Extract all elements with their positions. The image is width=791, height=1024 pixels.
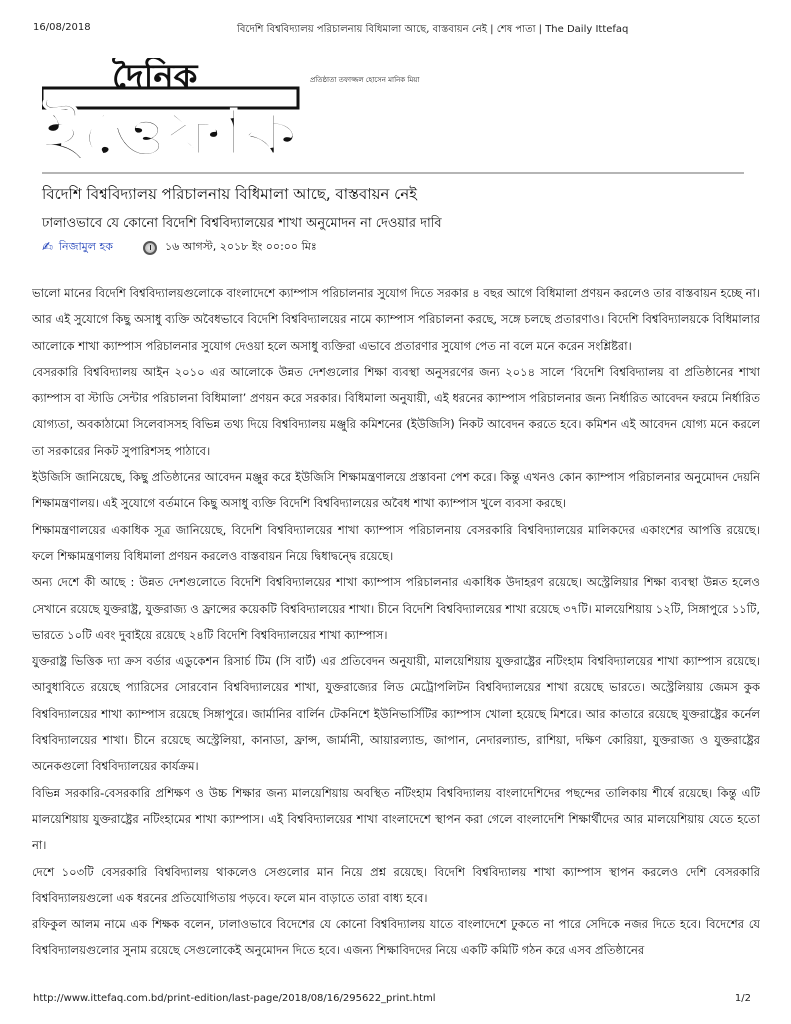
paragraph: দেশে ১০৩টি বেসরকারি বিশ্ববিদ্যালয় থাকলেও সেগুলোর মান নিয়ে প্রশ্ন রয়েছে। বিদেশি বিশ্ববিদ্যালয় শাখা ক্যাম্পাস স্থাপন করলেও দেশি বেসরকারি বিশ্ববিদ্যালয়গুলো এক ধরনের প্রতিযোগিতায় পড়বে। ফলে মান বাড়াতে তারা বাধ্য হবে।: [32, 864, 760, 905]
author-link[interactable]: নিজামুল হক: [58, 240, 113, 253]
paragraph: অন্য দেশে কী আছে : উন্নত দেশগুলোতে বিদেশি বিশ্ববিদ্যালয়ের শাখা ক্যাম্পাস পরিচালনার একাধিক উদাহরণ রয়েছে। অস্ট্রেলিয়ার শিক্ষা ব্যবস্থা উন্নত হলেও সেখানে রয়েছে যুক্তরাষ্ট্র, যুক্তরাজ্য ও ফ্রান্সের কয়েকটি বিশ্ববিদ্যালয়ের শাখা। চীনে বিদেশি বিশ্ববিদ্যালয়ের শাখা রয়েছে ৩৭টি। মালয়েশিয়ায় ১২টি, সিঙ্গাপুরে ১১টি, ভারতে ১০টি এবং দুবাইয়ে রয়েছে ২৪টি বিদেশি বিশ্ববিদ্যালয়ের শাখা ক্যাম্পাস।: [32, 575, 760, 642]
paragraph: রফিকুল আলম নামে এক শিক্ষক বলেন, ঢালাওভাবে বিদেশের যে কোনো বিশ্ববিদ্যালয় যাতে বাংলাদেশে ঢুকতে না পারে সেদিকে নজর দিতে হবে। বিদেশের যে বিশ্ববিদ্যালয়গুলোর সুনাম রয়েছে সেগুলোকেই অনুমোদন দিতে হবে। এজন্য শিক্ষাবিদদের নিয়ে একটি কমিটি গঠন করে এসব প্রতিষ্ঠানের: [32, 917, 760, 958]
print-footer: [33, 993, 751, 1004]
logo-graphic: [42, 58, 442, 158]
print-page-title: বিদেশি বিশ্ববিদ্যালয় পরিচালনায় বিধিমালা আছে, বাস্তবায়ন নেই | শেষ পাতা | The Daily Ittefaq: [237, 24, 629, 35]
paragraph: ইউজিসি জানিয়েছে, কিছু প্রতিষ্ঠানের আবেদন মঞ্জুর করে ইউজিসি শিক্ষামন্ত্রণালয়ে প্রস্তাবনা পেশ করে। কিন্তু এখনও কোন ক্যাম্পাস পরিচালনার অনুমোদন দেয়নি শিক্ষামন্ত্রণালয়। এই সুযোগে বর্তমানে কিছু অসাধু ব্যক্তি বিদেশি বিশ্ববিদ্যালয়ের অবৈধ শাখা ক্যাম্পাস খুলে ব্যবসা করছে।: [32, 470, 760, 511]
clock-icon: [143, 241, 157, 255]
paragraph: যুক্তরাষ্ট্র ভিত্তিক দ্যা ক্রস বর্ডার এডুকেশন রিসার্চ টিম (সি বার্ট) এর প্রতিবেদন অনুযায়ী, মালয়েশিয়ায় যুক্তরাষ্ট্রের নটিংহাম বিশ্ববিদ্যালয়ের শাখা ক্যাম্পাস রয়েছে। আবুধাবিতে রয়েছে প্যারিসের সোরবোন বিশ্ববিদ্যালয়ের শাখা, যুক্তরাজ্যের লিড মেট্রোপলিটন বিশ্ববিদ্যালয়ের শাখা রয়েছে ভারতে। অস্ট্রেলিয়ায় জেমস কুক বিশ্ববিদ্যালয়ের শাখা ক্যাম্পাস রয়েছে সিঙ্গাপুরে। জার্মানির বার্লিন টেকনিশে ইউনিভার্সিটির ক্যাম্পাস খোলা হয়েছে মিশরে। আর কাতারে রয়েছে যুক্তরাষ্ট্রের কর্নেল বিশ্ববিদ্যালয়ের শাখা। চীনে রয়েছে অস্ট্রেলিয়া, কানাডা, ফ্রান্স, জার্মানী, আয়ারল্যান্ড, জাপান, নেদারল্যান্ড, রাশিয়া, দক্ষিণ কোরিয়া, যুক্তরাজ্য ও যুক্তরাষ্ট্রের অনেকগুলো বিশ্ববিদ্যালয়ের কার্যক্রম।: [32, 654, 760, 774]
header-divider: [42, 172, 744, 174]
pen-icon: ✍: [42, 240, 53, 255]
logo-top-word: দৈনিক: [112, 58, 198, 97]
page-number: 1/2: [734, 993, 751, 1004]
logo-tagline: প্রতিষ্ঠাতা তফাজ্জল হোসেন মানিক মিয়া: [310, 76, 420, 84]
paragraph: বিভিন্ন সরকারি-বেসরকারি প্রশিক্ষণ ও উচ্চ শিক্ষার জন্য মালয়েশিয়ায় অবস্থিত নটিংহাম বিশ্ববিদ্যালয় বাংলাদেশিদের পছন্দের তালিকায় শীর্ষে রয়েছে। কিন্তু এটি মালয়েশিয়ায় যুক্তরাষ্ট্রের নটিংহামের শাখা ক্যাম্পাস। এই বিশ্ববিদ্যালয়ের শাখা বাংলাদেশে স্থাপন করা গেলে বাংলাদেশি শিক্ষার্থীদের আর মালয়েশিয়ায় যেতে হতো না।: [32, 785, 760, 853]
print-date: 16/08/2018: [33, 22, 91, 33]
publish-date: ১৬ আগস্ট, ২০১৮ ইং ০০:০০ মিঃ: [164, 240, 317, 253]
paragraph: ভালো মানের বিদেশি বিশ্ববিদ্যালয়গুলোকে বাংলাদেশে ক্যাম্পাস পরিচালনার সুযোগ দিতে সরকার ৪ বছর আগে বিধিমালা প্রণয়ন করলেও তার বাস্তবায়ন হচ্ছে না। আর এই সুযোগে কিছু অসাধু ব্যক্তি অবৈধভাবে বিদেশি বিশ্ববিদ্যালয়ের নামে ক্যাম্পাস পরিচালনা করছে, সঙ্গে চলছে প্রতারণাও। বিদেশি বিশ্ববিদ্যালয়কে বিধিমালার আলোকে শাখা ক্যাম্পাস পরিচালনার সুযোগ দেওয়া হলে অসাধু ব্যক্তিরা এভাবে প্রতারণার সুযোগ পেত না বলে মনে করেন সংশ্লিষ্টরা।: [32, 286, 760, 353]
article-subheadline: ঢালাওভাবে যে কোনো বিদেশি বিশ্ববিদ্যালয়ের শাখা অনুমোদন না দেওয়ার দাবি: [42, 216, 442, 231]
ittefaq-logo: [42, 58, 442, 158]
article-meta: [42, 238, 317, 257]
print-header: [33, 22, 751, 38]
page-url: http://www.ittefaq.com.bd/print-edition/last-page/2018/08/16/295622_print.html: [33, 993, 436, 1004]
article-body: [32, 280, 760, 1015]
logo-main-word: ইত্তেফাক: [42, 96, 251, 158]
paragraph: বেসরকারি বিশ্ববিদ্যালয় আইন ২০১০ এর আলোকে উন্নত দেশগুলোর শিক্ষা ব্যবস্থা অনুসরণের জন্য ২০১৪ সালে ‘বিদেশি বিশ্ববিদ্যালয় বা প্রতিষ্ঠানের শাখা ক্যাম্পাস বা স্টাডি সেন্টার পরিচালনা বিধিমালা’ প্রণয়ন করে সরকার। বিধিমালা অনুযায়ী, এই ধরনের ক্যাম্পাস পরিচালনার জন্য নির্ধারিত আবেদন ফরমে নির্ধারিত যোগ্যতা, অবকাঠামো সিলেবাসসহ বিভিন্ন তথ্য দিয়ে বিশ্ববিদ্যালয় মঞ্জুরি কমিশনের (ইউজিসি) নিকট আবেদন করতে হবে। কমিশন এই আবেদন যোগ্য মনে করলে তা সরকারের নিকট সুপারিশসহ পাঠাবে।: [32, 364, 760, 458]
paragraph: শিক্ষামন্ত্রণালয়ের একাধিক সূত্র জানিয়েছে, বিদেশি বিশ্ববিদ্যালয়ের শাখা ক্যাম্পাস পরিচালনায় বেসরকারি বিশ্ববিদ্যালয়ের মালিকদের একাংশের আপত্তি রয়েছে। ফলে শিক্ষামন্ত্রণালয় বিধিমালা প্রণয়ন করলেও বাস্তবায়ন নিয়ে দ্বিধাদ্বন্দ্বে রয়েছে।: [32, 522, 760, 563]
article-headline: বিদেশি বিশ্ববিদ্যালয় পরিচালনায় বিধিমালা আছে, বাস্তবায়ন নেই: [42, 185, 417, 203]
